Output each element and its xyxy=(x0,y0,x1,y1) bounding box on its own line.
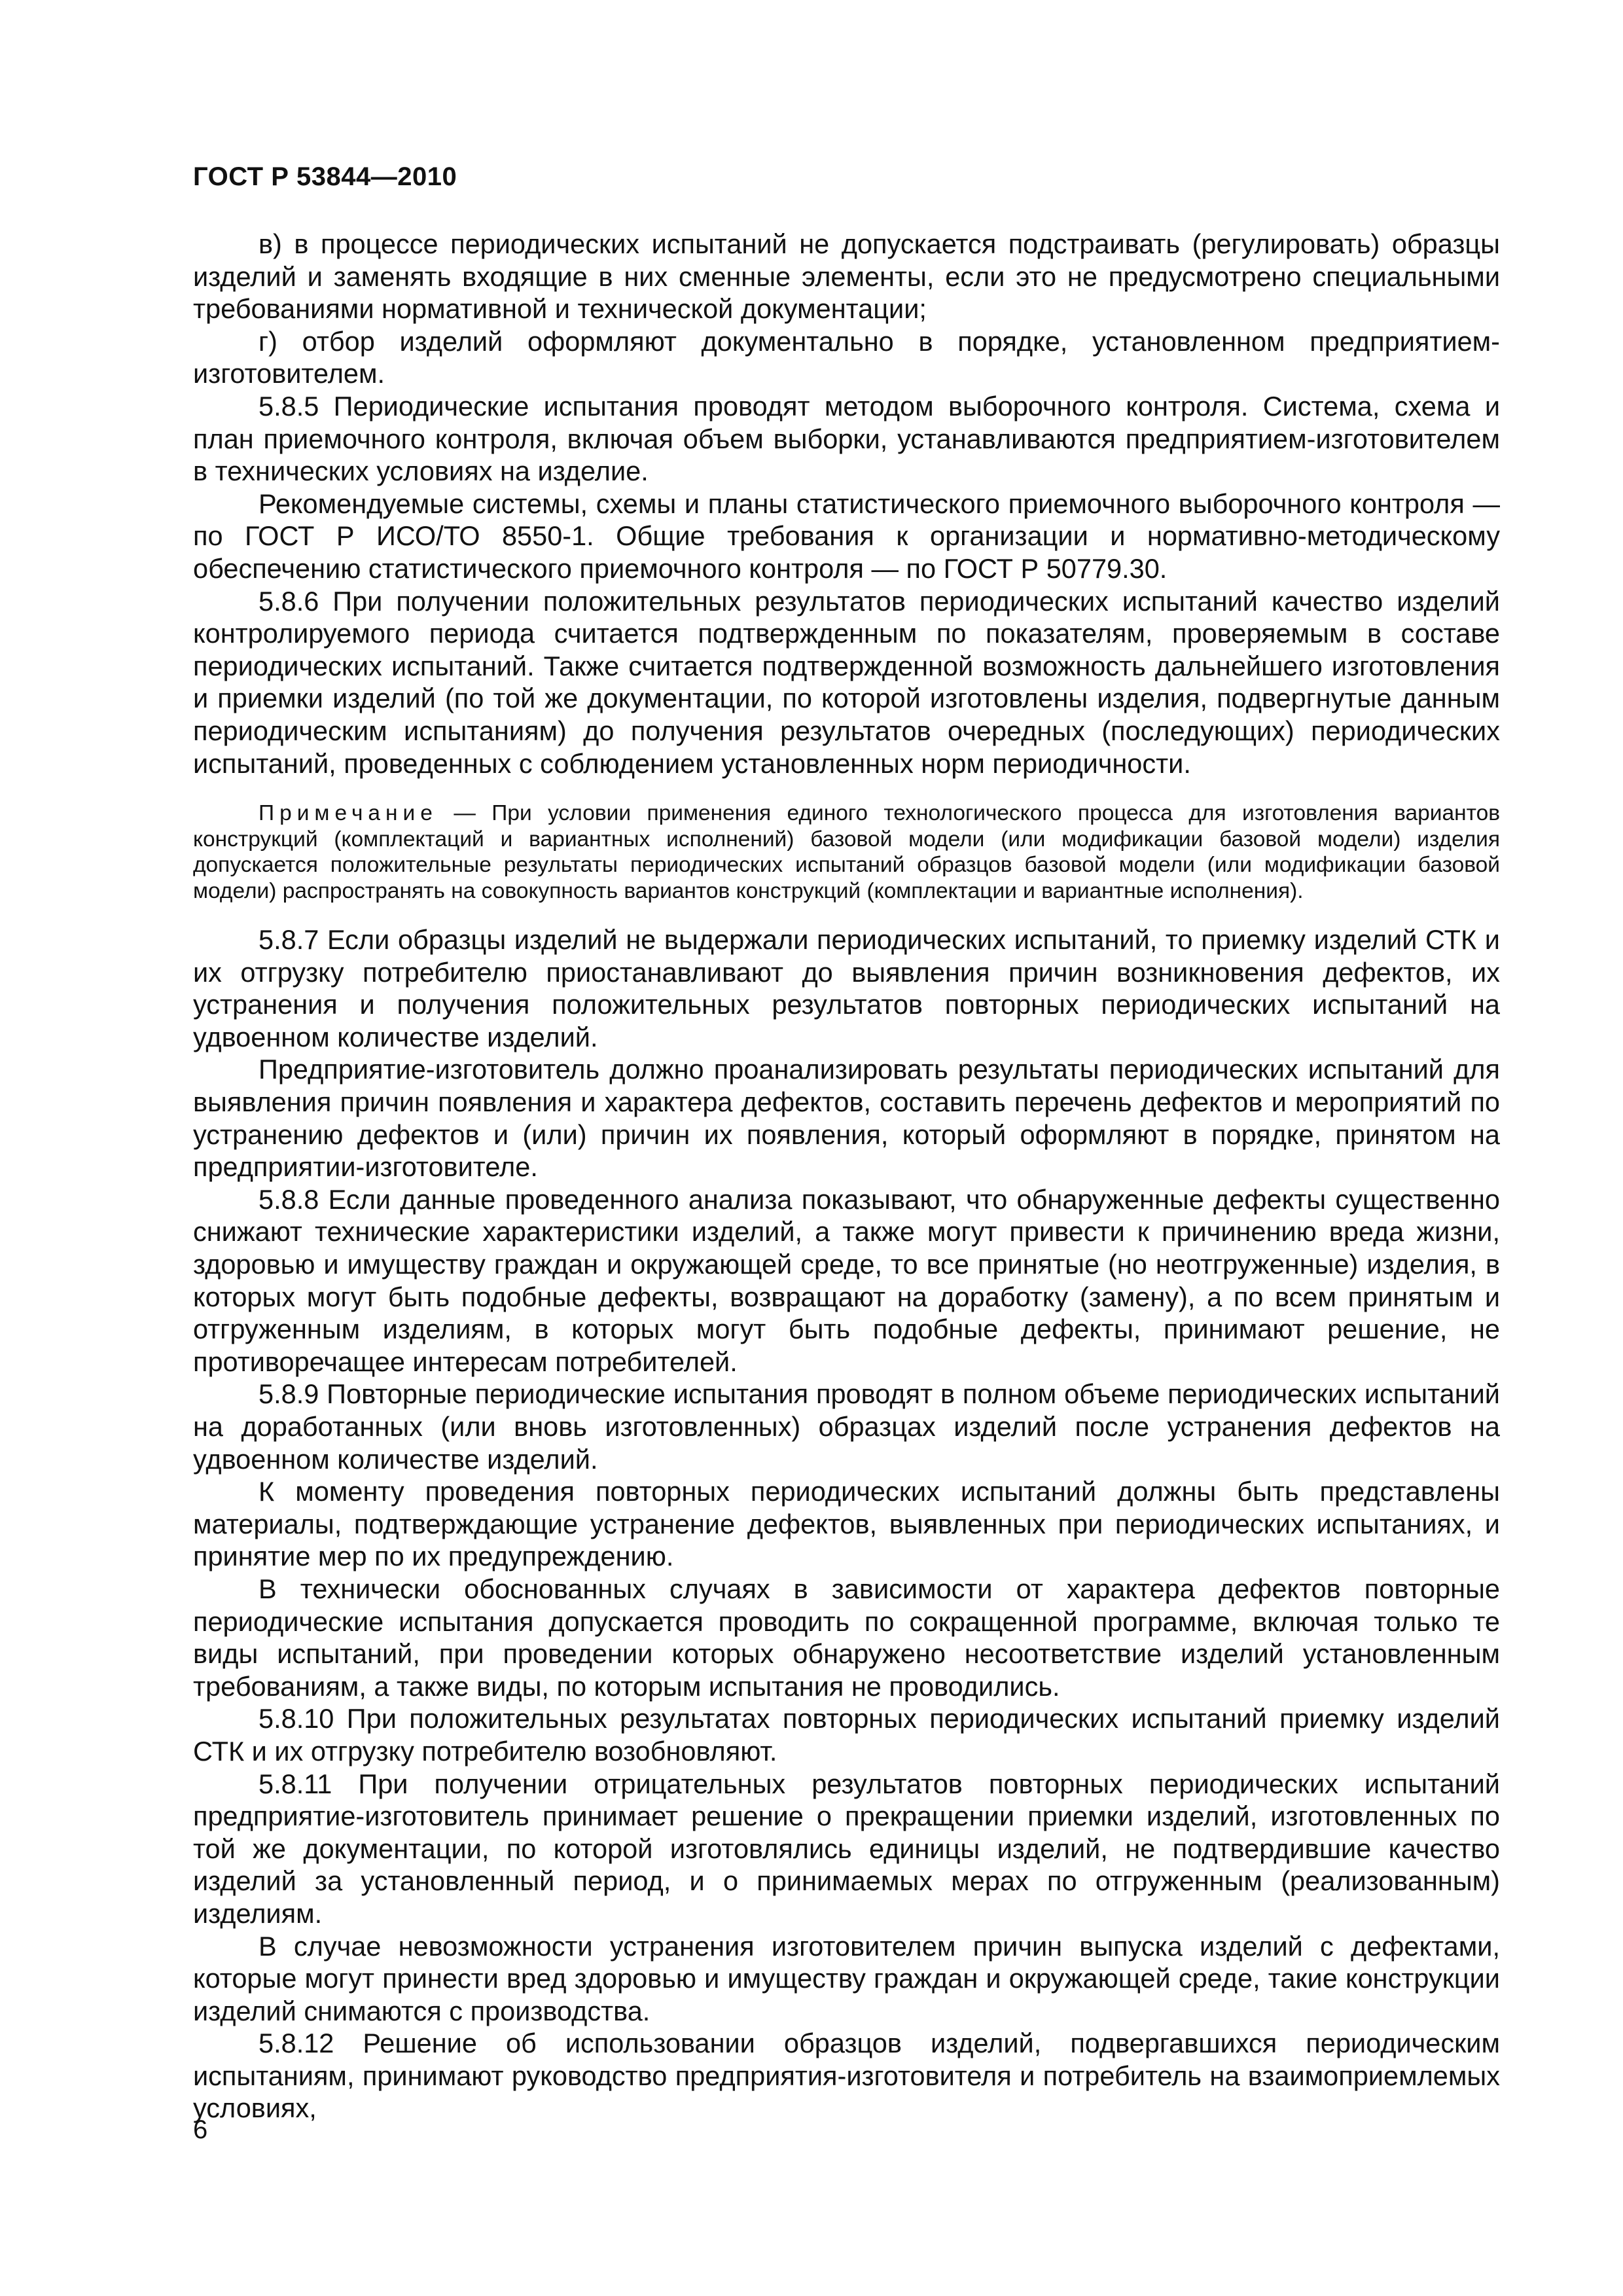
paragraph-5-8-12: 5.8.12 Решение об использовании образцов изделий, подвергавшихся периодическим испытаниям, принимают руководство предприятия-изготовителя и потребитель на взаимоприемлемых условиях, xyxy=(193,2028,1500,2124)
paragraph-5-8-5: 5.8.5 Периодические испытания проводят методом выборочного контроля. Система, схема и план приемочного контроля, включая объем выборки, устанавливаются предприятием-изготовителем в технических условиях на изделие. xyxy=(193,390,1500,487)
document-body xyxy=(193,228,1500,2125)
paragraph-item-v: в) в процессе периодических испытаний не допускается подстраивать (регулировать) образцы изделий и заменять входящие в них сменные элементы, если это не предусмотрено специальными требованиями нормативной и технической документации; xyxy=(193,228,1500,325)
paragraph-recommended-systems: Рекомендуемые системы, схемы и планы статистического приемочного выборочного контроля — по ГОСТ Р ИСО/ТО 8550-1. Общие требования к организации и нормативно-методическому обеспечению статистического приемочного контроля — по ГОСТ Р 50779.30. xyxy=(193,488,1500,584)
paragraph-reduced-program: В технически обоснованных случаях в зависимости от характера дефектов повторные периодические испытания допускается проводить по сокращенной программе, включая только те виды испытаний, при проведении которых обнаружено несоответствие изделий установленным требованиям, а также виды, по которым испытания не проводились. xyxy=(193,1573,1500,1702)
page-number: 6 xyxy=(193,2115,208,2144)
paragraph-item-g: г) отбор изделий оформляют документально в порядке, установленном предприятием-изготовителем. xyxy=(193,325,1500,389)
note-label: Примечание xyxy=(259,801,438,826)
paragraph-5-8-11: 5.8.11 При получении отрицательных результатов повторных периодических испытаний предприятие-изготовитель принимает решение о прекращении приемки изделий, изготовленных по той же документации, по которой изготовлялись единицы изделий, не подтвердившие качество изделий за установленный период, и о принимаемых мерах по отгруженным (реализованным) изделиям. xyxy=(193,1768,1500,1929)
note-paragraph xyxy=(193,800,1500,904)
paragraph-analysis: Предприятие-изготовитель должно проанализировать результаты периодических испытаний для выявления причин появления и характера дефектов, составить перечень дефектов и мероприятий по устранению дефектов и (или) причин их появления, который оформляют в порядке, принятом на предприятии-изготовителе. xyxy=(193,1054,1500,1183)
paragraph-5-8-10: 5.8.10 При положительных результатах повторных периодических испытаний приемку изделий СТК и их отгрузку потребителю возобновляют. xyxy=(193,1703,1500,1767)
paragraph-5-8-6: 5.8.6 При получении положительных результатов периодических испытаний качество изделий контролируемого периода считается подтвержденным по показателям, проверяемым в составе периодических испытаний. Также считается подтвержденной возможность дальнейшего изготовления и приемки изделий (по той же документации, по которой изготовлены изделия, подвергнутые данным периодическим испытаниям) до получения результатов очередных (последующих) периодических испытаний, проведенных с соблюдением установленных норм периодичности. xyxy=(193,585,1500,779)
paragraph-5-8-8: 5.8.8 Если данные проведенного анализа показывают, что обнаруженные дефекты существенно снижают технические характеристики изделий, а также могут привести к причинению вреда жизни, здоровью и имуществу граждан и окружающей среде, то все принятые (но неотгруженные) изделия, в которых могут быть подобные дефекты, возвращают на доработку (замену), а по всем принятым и отгруженным изделиям, в которых могут быть подобные дефекты, принимают решение, не противоречащее интересам потребителей. xyxy=(193,1183,1500,1377)
paragraph-impossibility: В случае невозможности устранения изготовителем причин выпуска изделий с дефектами, которые могут принести вред здоровью и имуществу граждан и окружающей среде, такие конструкции изделий снимаются с производства. xyxy=(193,1930,1500,2026)
standard-header: ГОСТ Р 53844—2010 xyxy=(193,162,457,191)
note-text: — При условии применения единого технологического процесса для изготовления вариантов конструкций (комплектаций и вариантных исполнений) базовой модели (или модификации базовой модели) изделия допускается положительные результаты периодических испытаний образцов базовой модели (или модификации базовой модели) распространять на совокупность вариантов конструкций (комплектации и вариантные исполнения). xyxy=(193,801,1500,903)
paragraph-5-8-9: 5.8.9 Повторные периодические испытания проводят в полном объеме периодических испытаний на доработанных (или вновь изготовленных) образцах изделий после устранения дефектов на удвоенном количестве изделий. xyxy=(193,1378,1500,1475)
paragraph-materials: К моменту проведения повторных периодических испытаний должны быть представлены материалы, подтверждающие устранение дефектов, выявленных при периодических испытаниях, и принятие мер по их предупреждению. xyxy=(193,1476,1500,1572)
paragraph-5-8-7: 5.8.7 Если образцы изделий не выдержали периодических испытаний, то приемку изделий СТК и их отгрузку потребителю приостанавливают до выявления причин возникновения дефектов, их устранения и получения положительных результатов повторных периодических испытаний на удвоенном количестве изделий. xyxy=(193,924,1500,1052)
